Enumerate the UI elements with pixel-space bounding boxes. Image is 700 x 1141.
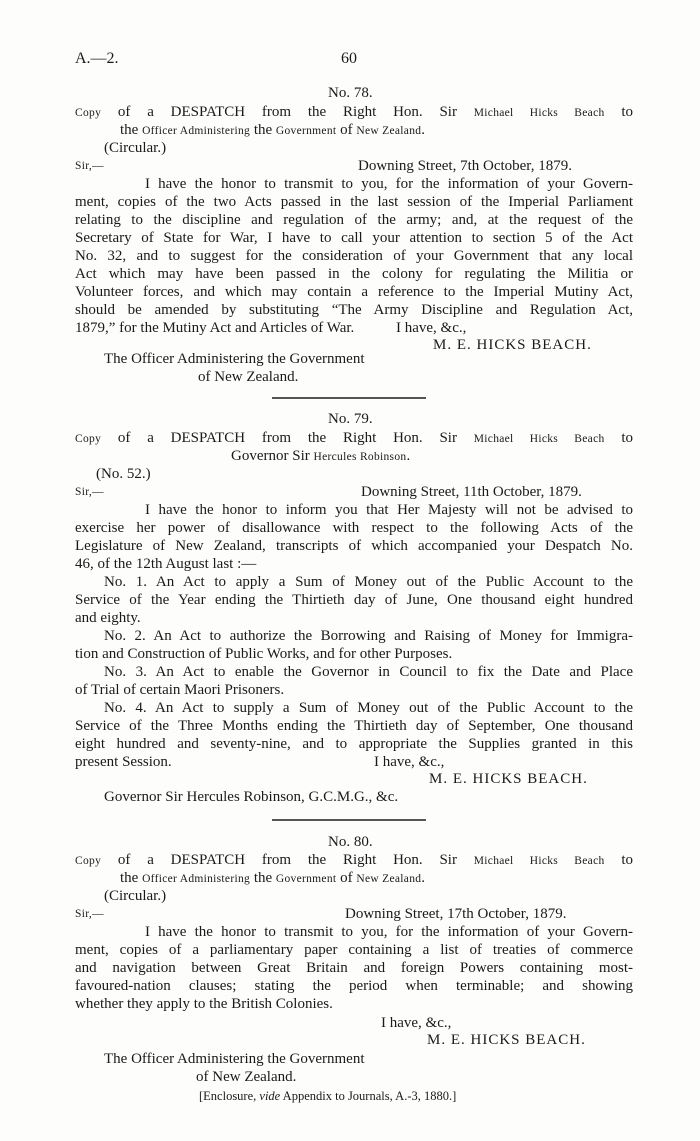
despatch-80-body-line: whether they apply to the British Colonies. [75, 996, 333, 1012]
despatch-80-circular: (Circular.) [104, 888, 167, 904]
despatch-80-closing: I have, &c., [381, 1015, 452, 1031]
act-4-line: present Session. [75, 754, 172, 770]
despatch-80-signature: M. E. HICKS BEACH. [427, 1032, 586, 1048]
despatch-79-intro-line: 46, of the 12th August last :— [75, 556, 257, 572]
despatch-80-addressee: The Officer Administering the Government [104, 1051, 365, 1067]
act-2-line: No. 2. An Act to authorize the Borrowing and Raising of Money for Immigra- [104, 628, 633, 644]
despatch-79-dateline: Downing Street, 11th October, 1879. [361, 484, 582, 500]
despatch-78-number: No. 78. [328, 85, 373, 101]
despatch-80-salutation: Sir,— [75, 908, 104, 920]
act-4-line: Service of the Three Months ending the Thirtieth day of September, One thousand [75, 718, 633, 734]
despatch-80-body-line: favoured-nation clauses; stating the period when terminable; and showing [75, 978, 633, 994]
act-2-line: tion and Construction of Public Works, and for other Purposes. [75, 646, 453, 662]
despatch-79-addressee: Governor Sir Hercules Robinson, G.C.M.G., &c. [104, 789, 399, 805]
enclosure-note: [Enclosure, vide Appendix to Journals, A.-3, 1880.] [199, 1089, 457, 1103]
despatch-79-salutation: Sir,— [75, 486, 104, 498]
act-3-line: of Trial of certain Maori Prisoners. [75, 682, 285, 698]
section-divider [272, 819, 426, 821]
despatch-78-title-line-1: Copy of a DESPATCH from the Right Hon. Sir Michael Hicks Beach to [75, 104, 634, 120]
despatch-78-body-line: Act which may have been passed in the colony for regulating the Militia or [75, 266, 633, 282]
despatch-78-title-line-2: the Officer Administering the Government of New Zealand. [120, 122, 426, 138]
despatch-80-title-line-1: Copy of a DESPATCH from the Right Hon. Sir Michael Hicks Beach to [75, 852, 634, 868]
act-1-line: Service of the Year ending the Thirtieth day of June, One thousand eight hundred [75, 592, 633, 608]
despatch-78-body-line: relating to the discipline and regulation of the army; and, at the request of the [75, 212, 633, 228]
despatch-78-signature: M. E. HICKS BEACH. [433, 337, 592, 353]
act-4-line: eight hundred and seventy-nine, and to appropriate the Supplies granted in this [75, 736, 633, 752]
despatch-79-signature: M. E. HICKS BEACH. [429, 771, 588, 787]
act-1-line: and eighty. [75, 610, 141, 626]
despatch-79-number: No. 79. [328, 411, 373, 427]
despatch-78-body-line: No. 32, and to suggest for the consideration of your Government that any local [75, 248, 633, 264]
despatch-78-dateline: Downing Street, 7th October, 1879. [358, 158, 572, 174]
despatch-78-body-line: 1879,” for the Mutiny Act and Articles of War. [75, 320, 355, 336]
despatch-80-body-line: ment, copies of a parliamentary paper containing a list of treaties of commerce [75, 942, 633, 958]
despatch-78-salutation: Sir,— [75, 160, 104, 172]
despatch-78-body-line: I have the honor to transmit to you, for the information of your Govern- [145, 176, 633, 192]
despatch-78-body-line: should be amended by substituting “The Army Discipline and Regulation Act, [75, 302, 633, 318]
despatch-79-title-line-2: Governor Sir Hercules Robinson. [231, 448, 411, 464]
despatch-78-addressee: of New Zealand. [198, 369, 299, 385]
despatch-80-body-line: I have the honor to transmit to you, for the information of your Govern- [145, 924, 633, 940]
despatch-79-intro-line: I have the honor to inform you that Her Majesty will not be advised to [145, 502, 633, 518]
page-number: 60 [341, 50, 357, 67]
act-3-line: No. 3. An Act to enable the Governor in Council to fix the Date and Place [104, 664, 633, 680]
despatch-78-addressee: The Officer Administering the Government [104, 351, 365, 367]
despatch-79-title-line-1: Copy of a DESPATCH from the Right Hon. Sir Michael Hicks Beach to [75, 430, 634, 446]
despatch-78-body-line: Secretary of State for War, I have to call your attention to section 5 of the Act [75, 230, 633, 246]
despatch-80-number: No. 80. [328, 834, 373, 850]
document-reference: A.—2. [75, 50, 119, 67]
despatch-79-closing: I have, &c., [374, 754, 445, 770]
despatch-79-ref-no: (No. 52.) [96, 466, 151, 482]
despatch-79-intro-line: Legislature of New Zealand, transcripts of which accompanied your Despatch No. [75, 538, 633, 554]
despatch-80-addressee: of New Zealand. [196, 1069, 297, 1085]
despatch-80-title-line-2: the Officer Administering the Government of New Zealand. [120, 870, 426, 886]
despatch-79-intro-line: exercise her power of disallowance with respect to the following Acts of the [75, 520, 633, 536]
despatch-78-body-line: Volunteer forces, and which may contain a reference to the Imperial Mutiny Act, [75, 284, 633, 300]
act-1-line: No. 1. An Act to apply a Sum of Money out of the Public Account to the [104, 574, 633, 590]
despatch-78-body-line: ment, copies of the two Acts passed in the last session of the Imperial Parliament [75, 194, 633, 210]
despatch-78-closing: I have, &c., [396, 320, 467, 336]
act-4-line: No. 4. An Act to supply a Sum of Money out of the Public Account to the [104, 700, 633, 716]
despatch-78-circular: (Circular.) [104, 140, 167, 156]
despatch-80-dateline: Downing Street, 17th October, 1879. [345, 906, 567, 922]
section-divider [272, 397, 426, 399]
despatch-80-body-line: and navigation between Great Britain and foreign Powers containing most- [75, 960, 633, 976]
